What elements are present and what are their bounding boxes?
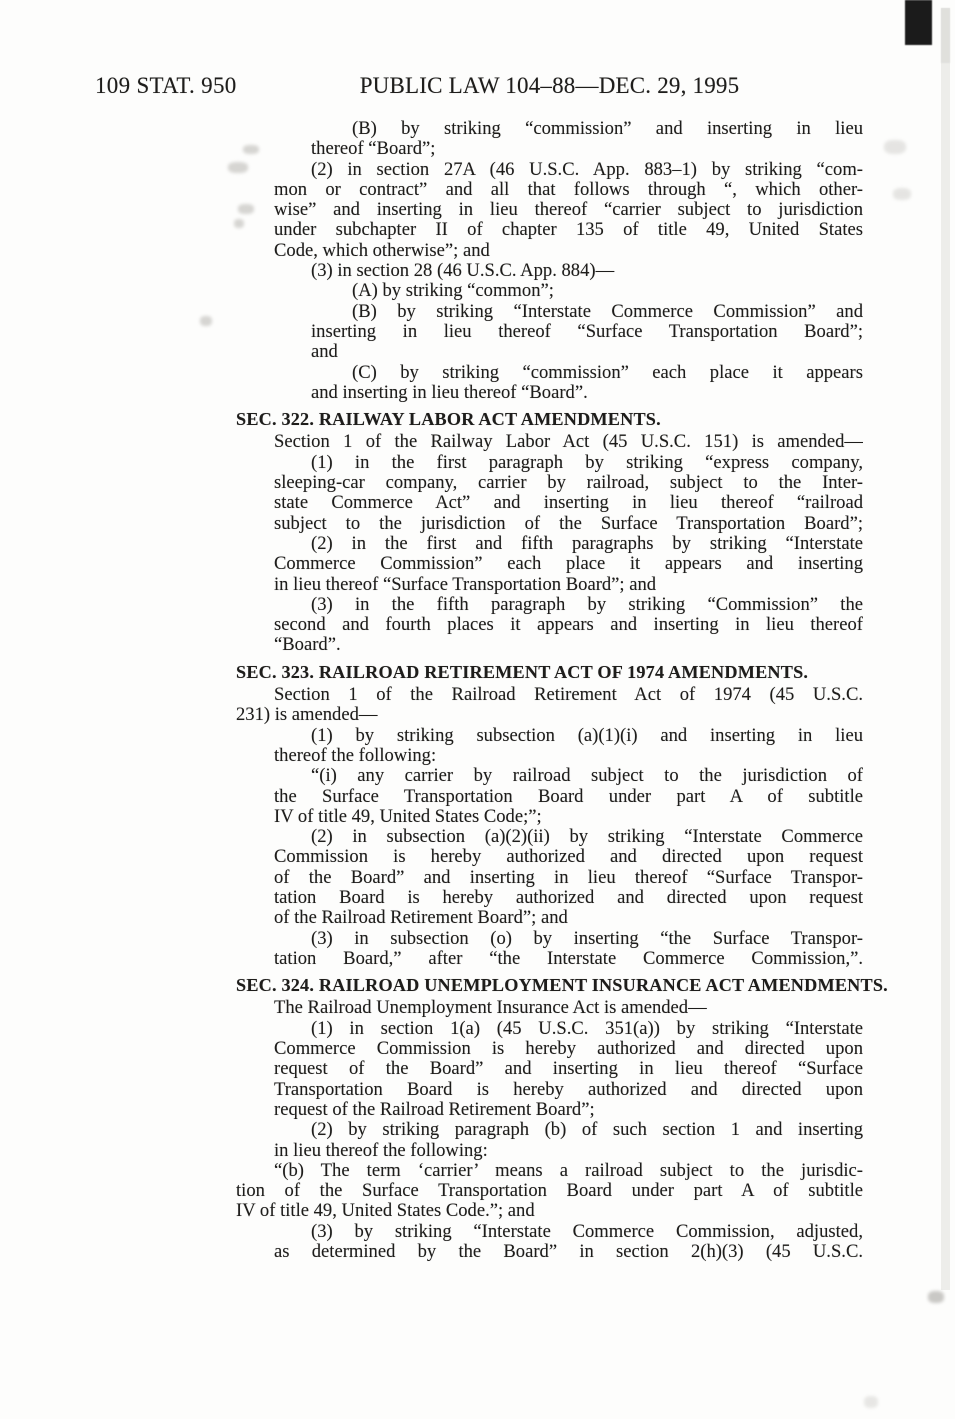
text-line: subject to the jurisdiction of the Surface Transportation Board”; — [274, 513, 863, 534]
section-heading: SEC. 324. RAILROAD UNEMPLOYMENT INSURANCE ACT AMENDMENTS. — [236, 975, 888, 996]
text-line: in lieu thereof the following: — [274, 1140, 488, 1161]
section-heading: SEC. 323. RAILROAD RETIREMENT ACT OF 1974 AMENDMENTS. — [236, 661, 809, 682]
text-line: “(b) The term ‘carrier’ means a railroad subject to the jurisdic- — [274, 1160, 863, 1181]
text-line: state Commerce Act” and inserting in lieu thereof “railroad — [274, 493, 863, 514]
scan-artifact-smudge — [200, 316, 212, 326]
text-line: Code, which otherwise”; and — [274, 240, 490, 261]
scan-artifact-page-edge — [941, 8, 950, 1290]
text-line: Section 1 of the Railway Labor Act (45 U.S.C. 151) is amended— — [274, 432, 863, 453]
text-line: (3) by striking “Interstate Commerce Commission, adjusted, — [311, 1221, 863, 1242]
text-line: of the Board” and inserting in lieu thereof “Surface Transpor- — [274, 867, 863, 888]
text-line: wise” and inserting in lieu thereof “carrier subject to jurisdiction — [274, 200, 863, 221]
scan-artifact-corner-bar — [905, 0, 932, 45]
text-line: “(i) any carrier by railroad subject to the jurisdiction of — [311, 766, 863, 787]
text-line: and inserting in lieu thereof “Board”. — [311, 382, 588, 403]
text-line: (A) by striking “common”; — [352, 281, 554, 302]
text-line: under subchapter II of chapter 135 of title 49, United States — [274, 220, 863, 241]
stat-page-number: 109 STAT. 950 — [95, 73, 237, 98]
text-line: Commerce Commission” each place it appears and inserting — [274, 554, 863, 575]
text-line: (1) in section 1(a) (45 U.S.C. 351(a)) by striking “Interstate — [311, 1018, 863, 1039]
section-heading: SEC. 322. RAILWAY LABOR ACT AMENDMENTS. — [236, 409, 661, 430]
scan-artifact-smudge — [884, 140, 906, 154]
text-line: (2) in subsection (a)(2)(ii) by striking “Interstate Commerce — [311, 827, 863, 848]
text-line: (B) by striking “Interstate Commerce Commission” and — [352, 301, 863, 322]
text-line: tation Board is hereby authorized and directed upon request — [274, 887, 863, 908]
scan-artifact-smudge — [893, 188, 911, 200]
text-line: Transportation Board is hereby authorized and directed upon — [274, 1079, 863, 1100]
text-line: tion of the Surface Transportation Board under part A of subtitle — [236, 1181, 863, 1202]
text-line: request of the Railroad Retirement Board”; — [274, 1099, 595, 1120]
text-line: Commerce Commission is hereby authorized and directed upon — [274, 1039, 863, 1060]
text-line: (3) in section 28 (46 U.S.C. App. 884)— — [311, 261, 615, 282]
text-line: tation Board,” after “the Interstate Commerce Commission,”. — [274, 948, 863, 969]
text-line: (C) by striking “commission” each place it appears — [352, 362, 863, 383]
page-body — [236, 119, 888, 1263]
text-line: IV of title 49, United States Code.”; and — [236, 1201, 535, 1222]
text-line: thereof “Board”; — [311, 139, 436, 160]
scan-artifact-smudge — [928, 1291, 944, 1303]
scan-artifact-page-edge-top — [941, 8, 950, 63]
text-line: “Board”. — [274, 635, 341, 656]
text-line: Commission is hereby authorized and directed upon request — [274, 847, 863, 868]
text-line: (B) by striking “commission” and inserting in lieu — [352, 119, 863, 139]
text-line: as determined by the Board” in section 2(h)(3) (45 U.S.C. — [274, 1242, 863, 1263]
law-header-title: PUBLIC LAW 104–88—DEC. 29, 1995 — [359, 73, 740, 98]
text-line: 231) is amended— — [236, 705, 378, 726]
text-line: and — [311, 342, 338, 363]
text-line: Section 1 of the Railroad Retirement Act of 1974 (45 U.S.C. — [274, 685, 863, 706]
text-line: the Surface Transportation Board under part A of subtitle — [274, 786, 863, 807]
text-line: The Railroad Unemployment Insurance Act is amended— — [274, 998, 707, 1019]
text-line: sleeping-car company, carrier by railroad, subject to the Inter- — [274, 473, 863, 494]
text-line: (2) in section 27A (46 U.S.C. App. 883–1) by striking “com- — [311, 159, 863, 180]
text-line: request of the Board” and inserting in lieu thereof “Surface — [274, 1059, 863, 1080]
text-line: (3) in subsection (o) by inserting “the Surface Transpor- — [311, 928, 863, 949]
text-line: (3) in the fifth paragraph by striking “Commission” the — [311, 594, 863, 615]
text-line: (2) in the first and fifth paragraphs by striking “Interstate — [311, 533, 863, 554]
text-line: IV of title 49, United States Code;”; — [274, 806, 542, 827]
text-line: second and fourth places it appears and inserting in lieu thereof — [274, 615, 863, 636]
text-line: of the Railroad Retirement Board”; and — [274, 908, 568, 929]
scan-artifact-smudge — [864, 1396, 878, 1408]
text-line: inserting in lieu thereof “Surface Transportation Board”; — [311, 321, 863, 342]
text-line: in lieu thereof “Surface Transportation Board”; and — [274, 574, 657, 595]
text-line: (1) by striking subsection (a)(1)(i) and inserting in lieu — [311, 725, 863, 746]
text-line: (1) in the first paragraph by striking “express company, — [311, 452, 863, 473]
text-line: (2) by striking paragraph (b) of such section 1 and inserting — [311, 1120, 863, 1141]
text-line: thereof the following: — [274, 745, 437, 766]
text-line: mon or contract” and all that follows through “, which other- — [274, 179, 863, 200]
